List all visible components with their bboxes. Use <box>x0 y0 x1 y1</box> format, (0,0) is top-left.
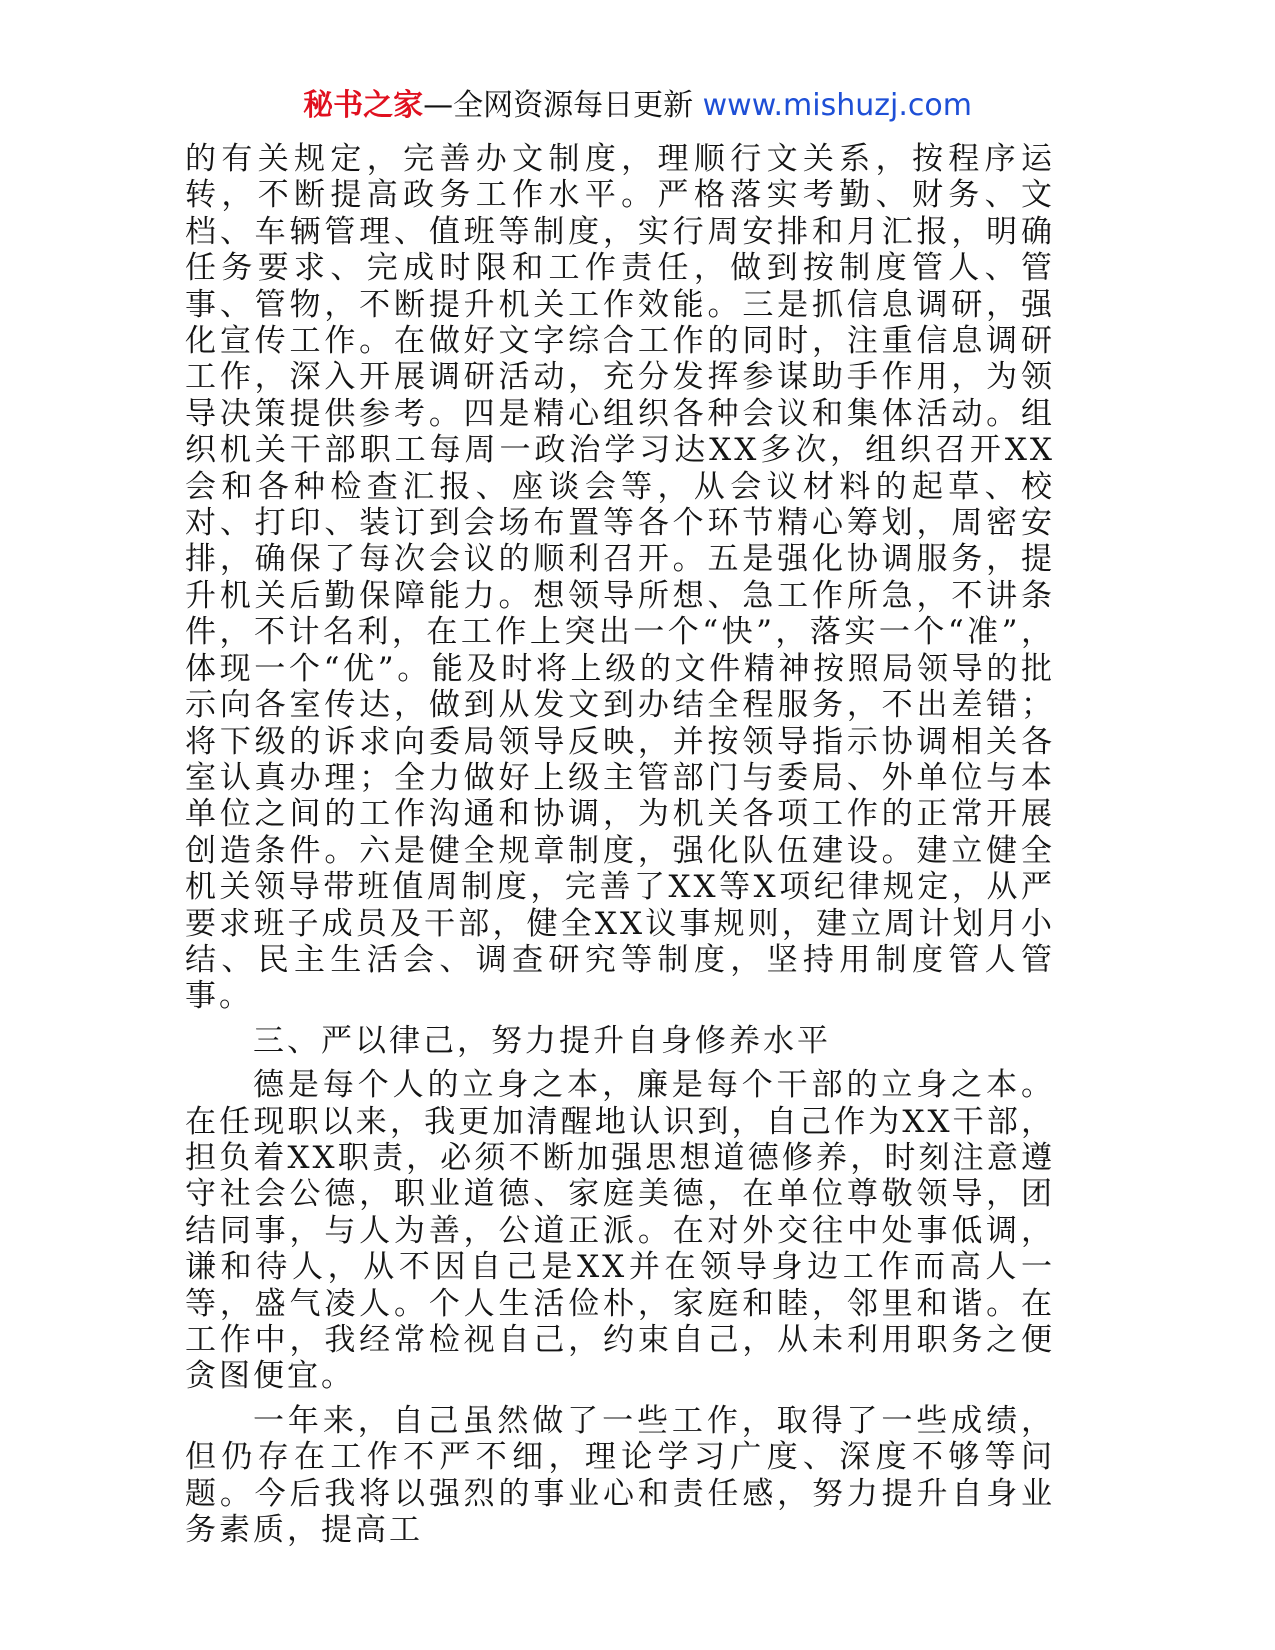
brand-name: 秘书之家 <box>303 88 424 123</box>
paragraph-continuation: 的有关规定，完善办文制度，理顺行文关系，按程序运转，不断提高政务工作水平。严格落实考勤、财务、文档、车辆管理、值班等制度，实行周安排和月汇报，明确任务要求、完成时限和工作责任，做到按制度管人、管事、管物，不断提升机关工作效能。三是抓信息调研，强化宣传工作。在做好文字综合工作的同时，注重信息调研工作，深入开展调研活动，充分发挥参谋助手作用，为领导决策提供参考。四是精心组织各种会议和集体活动。组织机关干部职工每周一政治学习达XX多次，组织召开XX会和各种检查汇报、座谈会等，从会议材料的起草、校对、打印、装订到会场布置等各个环节精心筹划，周密安排，确保了每次会议的顺利召开。五是强化协调服务，提升机关后勤保障能力。想领导所想、急工作所急，不讲条件，不计名利，在工作上突出一个“快”，落实一个“准”，体现一个“优”。能及时将上级的文件精神按照局领导的批示向各室传达，做到从发文到办结全程服务，不出差错；将下级的诉求向委局领导反映，并按领导指示协调相关各室认真办理；全力做好上级主管部门与委局、外单位与本单位之间的工作沟通和协调，为机关各项工作的正常开展创造条件。六是健全规章制度，强化队伍建设。建立健全机关领导带班值周制度，完善了XX等X项纪律规定，从严要求班子成员及干部，健全XX议事规则，建立周计划月小结、民主生活会、调查研究等制度，坚持用制度管人管事。 <box>185 141 1055 1015</box>
document-body <box>185 141 1055 1556</box>
site-header <box>0 86 1275 126</box>
paragraph: 一年来，自己虽然做了一些工作，取得了一些成绩，但仍存在工作不严不细，理论学习广度、深度不够等问题。今后我将以强烈的事业心和责任感，努力提升自身业务素质，提高工 <box>185 1402 1055 1549</box>
header-tagline: —全网资源每日更新 <box>423 88 703 123</box>
section-heading: 三、严以律己，努力提升自身修养水平 <box>253 1022 831 1059</box>
paragraph: 德是每个人的立身之本，廉是每个干部的立身之本。在任现职以来，我更加清醒地认识到，自己作为XX干部，担负着XX职责，必须不断加强思想道德修养，时刻注意遵守社会公德，职业道德、家庭美德，在单位尊敬领导，团结同事，与人为善，公道正派。在对外交往中处事低调，谦和待人，从不因自己是XX并在领导身边工作而高人一等，盛气凌人。个人生活俭朴，家庭和睦，邻里和谐。在工作中，我经常检视自己，约束自己，从未利用职务之便贪图便宜。 <box>185 1067 1055 1395</box>
website-url[interactable]: www.mishuzj.com <box>702 88 972 123</box>
